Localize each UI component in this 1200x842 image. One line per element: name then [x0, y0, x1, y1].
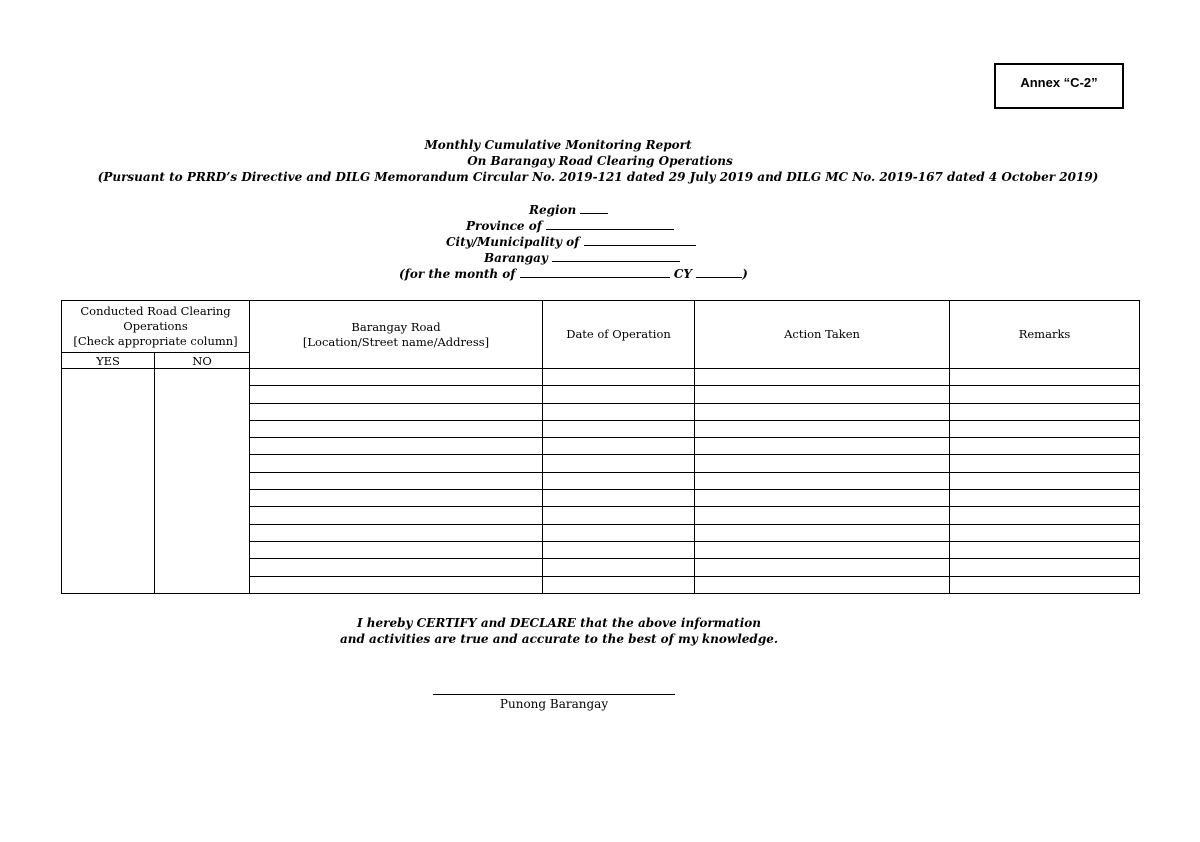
- action-header: Action Taken: [695, 301, 950, 369]
- road-cell[interactable]: [250, 490, 543, 507]
- region-blank[interactable]: [580, 202, 608, 214]
- operations-table: [61, 300, 1140, 594]
- road-cell[interactable]: [250, 576, 543, 593]
- road-cell[interactable]: [250, 507, 543, 524]
- province-blank[interactable]: [546, 218, 674, 230]
- date-cell[interactable]: [543, 541, 695, 558]
- road-header-line2: [Location/Street name/Address]: [302, 334, 490, 349]
- barangay-label: Barangay: [484, 251, 548, 265]
- road-cell[interactable]: [250, 420, 543, 437]
- road-cell[interactable]: [250, 369, 543, 386]
- date-cell[interactable]: [543, 438, 695, 455]
- action-cell[interactable]: [695, 559, 950, 576]
- barangay-blank[interactable]: [552, 250, 680, 262]
- action-cell[interactable]: [695, 403, 950, 420]
- remarks-cell[interactable]: [950, 541, 1140, 558]
- yes-header: YES: [62, 353, 155, 369]
- action-cell[interactable]: [695, 369, 950, 386]
- barangay-field: [484, 250, 1200, 266]
- remarks-cell[interactable]: [950, 420, 1140, 437]
- month-blank[interactable]: [520, 266, 670, 278]
- report-subtitle: On Barangay Road Clearing Operations: [467, 154, 733, 168]
- remarks-cell[interactable]: [950, 524, 1140, 541]
- annex-label: [994, 63, 1124, 109]
- yes-cell[interactable]: [62, 369, 155, 594]
- date-cell[interactable]: [543, 507, 695, 524]
- no-header: NO: [155, 353, 250, 369]
- action-cell[interactable]: [695, 524, 950, 541]
- cy-blank[interactable]: [696, 266, 742, 278]
- certification-line1: I hereby CERTIFY and DECLARE that the above information: [356, 616, 761, 630]
- road-cell[interactable]: [250, 455, 543, 472]
- road-cell[interactable]: [250, 559, 543, 576]
- date-cell[interactable]: [543, 369, 695, 386]
- city-blank[interactable]: [584, 234, 696, 246]
- close-paren: ): [742, 267, 748, 281]
- road-cell[interactable]: [250, 524, 543, 541]
- date-cell[interactable]: [543, 386, 695, 403]
- location-fields: [0, 202, 1200, 282]
- signature-line[interactable]: [433, 694, 675, 695]
- table-header-row: [62, 301, 1140, 353]
- road-cell[interactable]: [250, 438, 543, 455]
- signature-label: Punong Barangay: [499, 697, 609, 711]
- conducted-header: [62, 301, 250, 353]
- annex-label-text: Annex “C-2”: [1020, 74, 1098, 90]
- certification-line2: and activities are true and accurate to the best of my knowledge.: [339, 632, 779, 646]
- region-field: [529, 202, 1200, 218]
- table-row: [62, 369, 1140, 386]
- road-header: [250, 301, 543, 369]
- report-title: Monthly Cumulative Monitoring Report: [424, 138, 692, 152]
- remarks-cell[interactable]: [950, 369, 1140, 386]
- action-cell[interactable]: [695, 576, 950, 593]
- action-cell[interactable]: [695, 438, 950, 455]
- region-label: Region: [529, 203, 577, 217]
- road-cell[interactable]: [250, 472, 543, 489]
- report-pursuant: (Pursuant to PRRD’s Directive and DILG Memorandum Circular No. 2019-121 dated 29 July 2019 and DILG MC No. 2019-167 dated 4 October 2019): [97, 170, 1099, 184]
- province-field: [466, 218, 1200, 234]
- action-cell[interactable]: [695, 386, 950, 403]
- remarks-cell[interactable]: [950, 386, 1140, 403]
- month-field: [399, 266, 1200, 282]
- date-cell[interactable]: [543, 576, 695, 593]
- action-cell[interactable]: [695, 541, 950, 558]
- date-cell[interactable]: [543, 559, 695, 576]
- date-cell[interactable]: [543, 420, 695, 437]
- month-label: (for the month of: [399, 267, 516, 281]
- conducted-header-line3: [Check appropriate column]: [73, 334, 238, 348]
- road-cell[interactable]: [250, 386, 543, 403]
- remarks-cell[interactable]: [950, 490, 1140, 507]
- remarks-cell[interactable]: [950, 403, 1140, 420]
- road-cell[interactable]: [250, 541, 543, 558]
- report-header: [0, 137, 1200, 185]
- cy-label: CY: [673, 267, 692, 281]
- action-cell[interactable]: [695, 507, 950, 524]
- city-field: [446, 234, 1200, 250]
- date-cell[interactable]: [543, 472, 695, 489]
- remarks-cell[interactable]: [950, 507, 1140, 524]
- remarks-cell[interactable]: [950, 472, 1140, 489]
- certification-statement: [0, 615, 1118, 647]
- province-label: Province of: [466, 219, 542, 233]
- city-label: City/Municipality of: [446, 235, 580, 249]
- date-cell[interactable]: [543, 455, 695, 472]
- remarks-cell[interactable]: [950, 455, 1140, 472]
- date-cell[interactable]: [543, 490, 695, 507]
- action-cell[interactable]: [695, 455, 950, 472]
- action-cell[interactable]: [695, 472, 950, 489]
- remarks-cell[interactable]: [950, 438, 1140, 455]
- remarks-header: Remarks: [950, 301, 1140, 369]
- road-cell[interactable]: [250, 403, 543, 420]
- road-header-line1: Barangay Road: [351, 319, 441, 334]
- conducted-header-line1: Conducted Road Clearing: [80, 304, 231, 318]
- date-cell[interactable]: [543, 403, 695, 420]
- action-cell[interactable]: [695, 490, 950, 507]
- remarks-cell[interactable]: [950, 559, 1140, 576]
- date-header: Date of Operation: [543, 301, 695, 369]
- action-cell[interactable]: [695, 420, 950, 437]
- date-cell[interactable]: [543, 524, 695, 541]
- conducted-header-line2: Operations: [123, 319, 188, 333]
- remarks-cell[interactable]: [950, 576, 1140, 593]
- no-cell[interactable]: [155, 369, 250, 594]
